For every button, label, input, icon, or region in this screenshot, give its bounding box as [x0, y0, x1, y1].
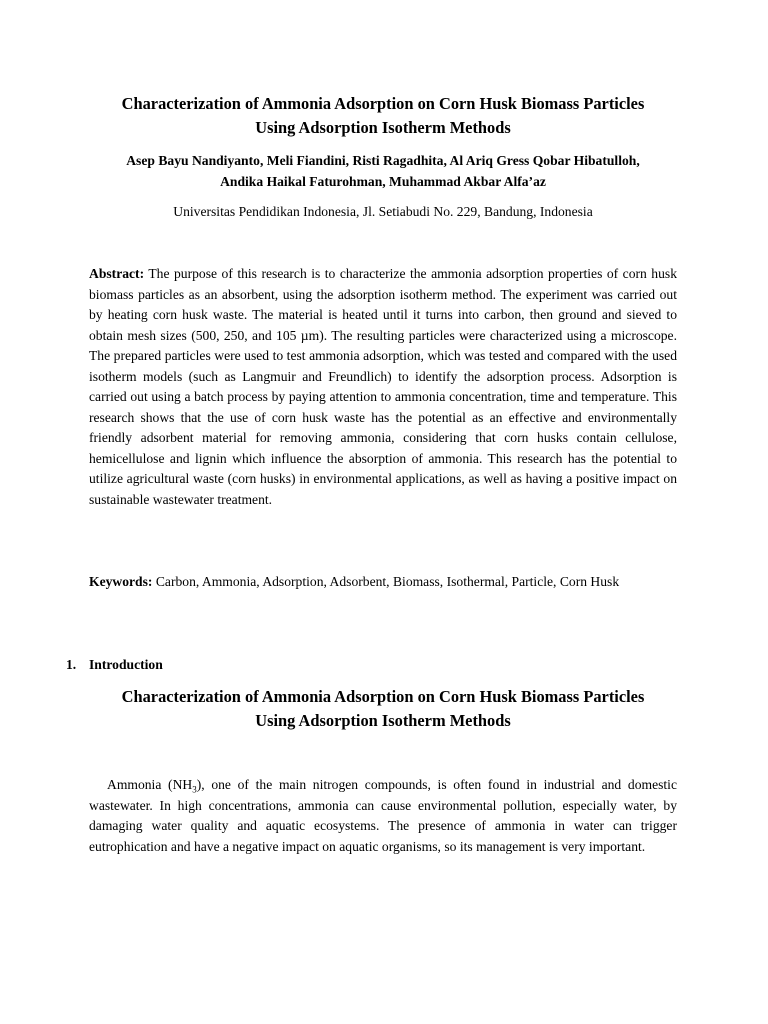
keywords-label: Keywords: — [89, 574, 153, 589]
abstract-text: The purpose of this research is to characterize the ammonia adsorption properties of corn husk biomass particles as an absorbent, using the adsorption isotherm method. The experiment was carried out by heating corn husk waste. The material is heated until it turns into carbon, then ground and sieved to obtain mesh sizes (500, 250, and 105 µm). The resulting particles were characterized using a microscope. The prepared particles were used to test ammonia adsorption, which was tested and compared with the used isotherm models (such as Langmuir and Freundlich) to identify the adsorption process. Adsorption is carried out using a batch process by paying attention to ammonia concentration, time and temperature. This research shows that the use of corn husk waste has the potential as an effective and environmentally friendly adsorbent material for removing ammonia, considering that corn husks contain cellulose, hemicellulose and lignin which influence the absorption of ammonia. This research has the potential to utilize agricultural waste (corn husks) in environmental applications, as well as having a positive impact on sustainable wastewater treatment. — [89, 266, 677, 507]
repeated-title-line-1: Characterization of Ammonia Adsorption on Corn Husk Biomass Particles — [121, 687, 645, 706]
abstract — [89, 264, 677, 510]
section-number: 1. — [66, 657, 77, 672]
keywords-text: Carbon, Ammonia, Adsorption, Adsorbent, Biomass, Isothermal, Particle, Corn Husk — [155, 574, 620, 589]
intro-subscript: 3 — [192, 784, 197, 795]
author-list-line-2: Andika Haikal Faturohman, Muhammad Akbar Alfa’az — [220, 174, 546, 189]
intro-text-start: Ammonia (NH — [107, 777, 193, 792]
paper-title-line-1: Characterization of Ammonia Adsorption on Corn Husk Biomass Particles — [121, 94, 645, 113]
introduction-paragraph — [89, 775, 677, 857]
affiliation: Universitas Pendidikan Indonesia, Jl. Setiabudi No. 229, Bandung, Indonesia — [173, 204, 593, 219]
paper-title — [89, 92, 677, 140]
abstract-label: Abstract: — [89, 266, 145, 281]
section-heading-introduction — [66, 655, 163, 675]
author-list — [89, 150, 677, 192]
repeated-title-line-2: Using Adsorption Isotherm Methods — [255, 711, 511, 730]
intro-text-rest: ), one of the main nitrogen compounds, is often found in industrial and domestic wastewater. In high concentrations, ammonia can cause environmental pollution, especially water, by damaging water quality and aquatic ecosystems. The presence of ammonia in water can trigger eutrophication and have a negative impact on aquatic organisms, so its management is very important. — [89, 777, 677, 854]
repeated-paper-title — [89, 685, 677, 733]
author-list-line-1: Asep Bayu Nandiyanto, Meli Fiandini, Risti Ragadhita, Al Ariq Gress Qobar Hibatulloh, — [126, 153, 640, 168]
keywords — [89, 572, 677, 593]
paper-title-line-2: Using Adsorption Isotherm Methods — [255, 118, 511, 137]
section-title: Introduction — [89, 657, 163, 672]
